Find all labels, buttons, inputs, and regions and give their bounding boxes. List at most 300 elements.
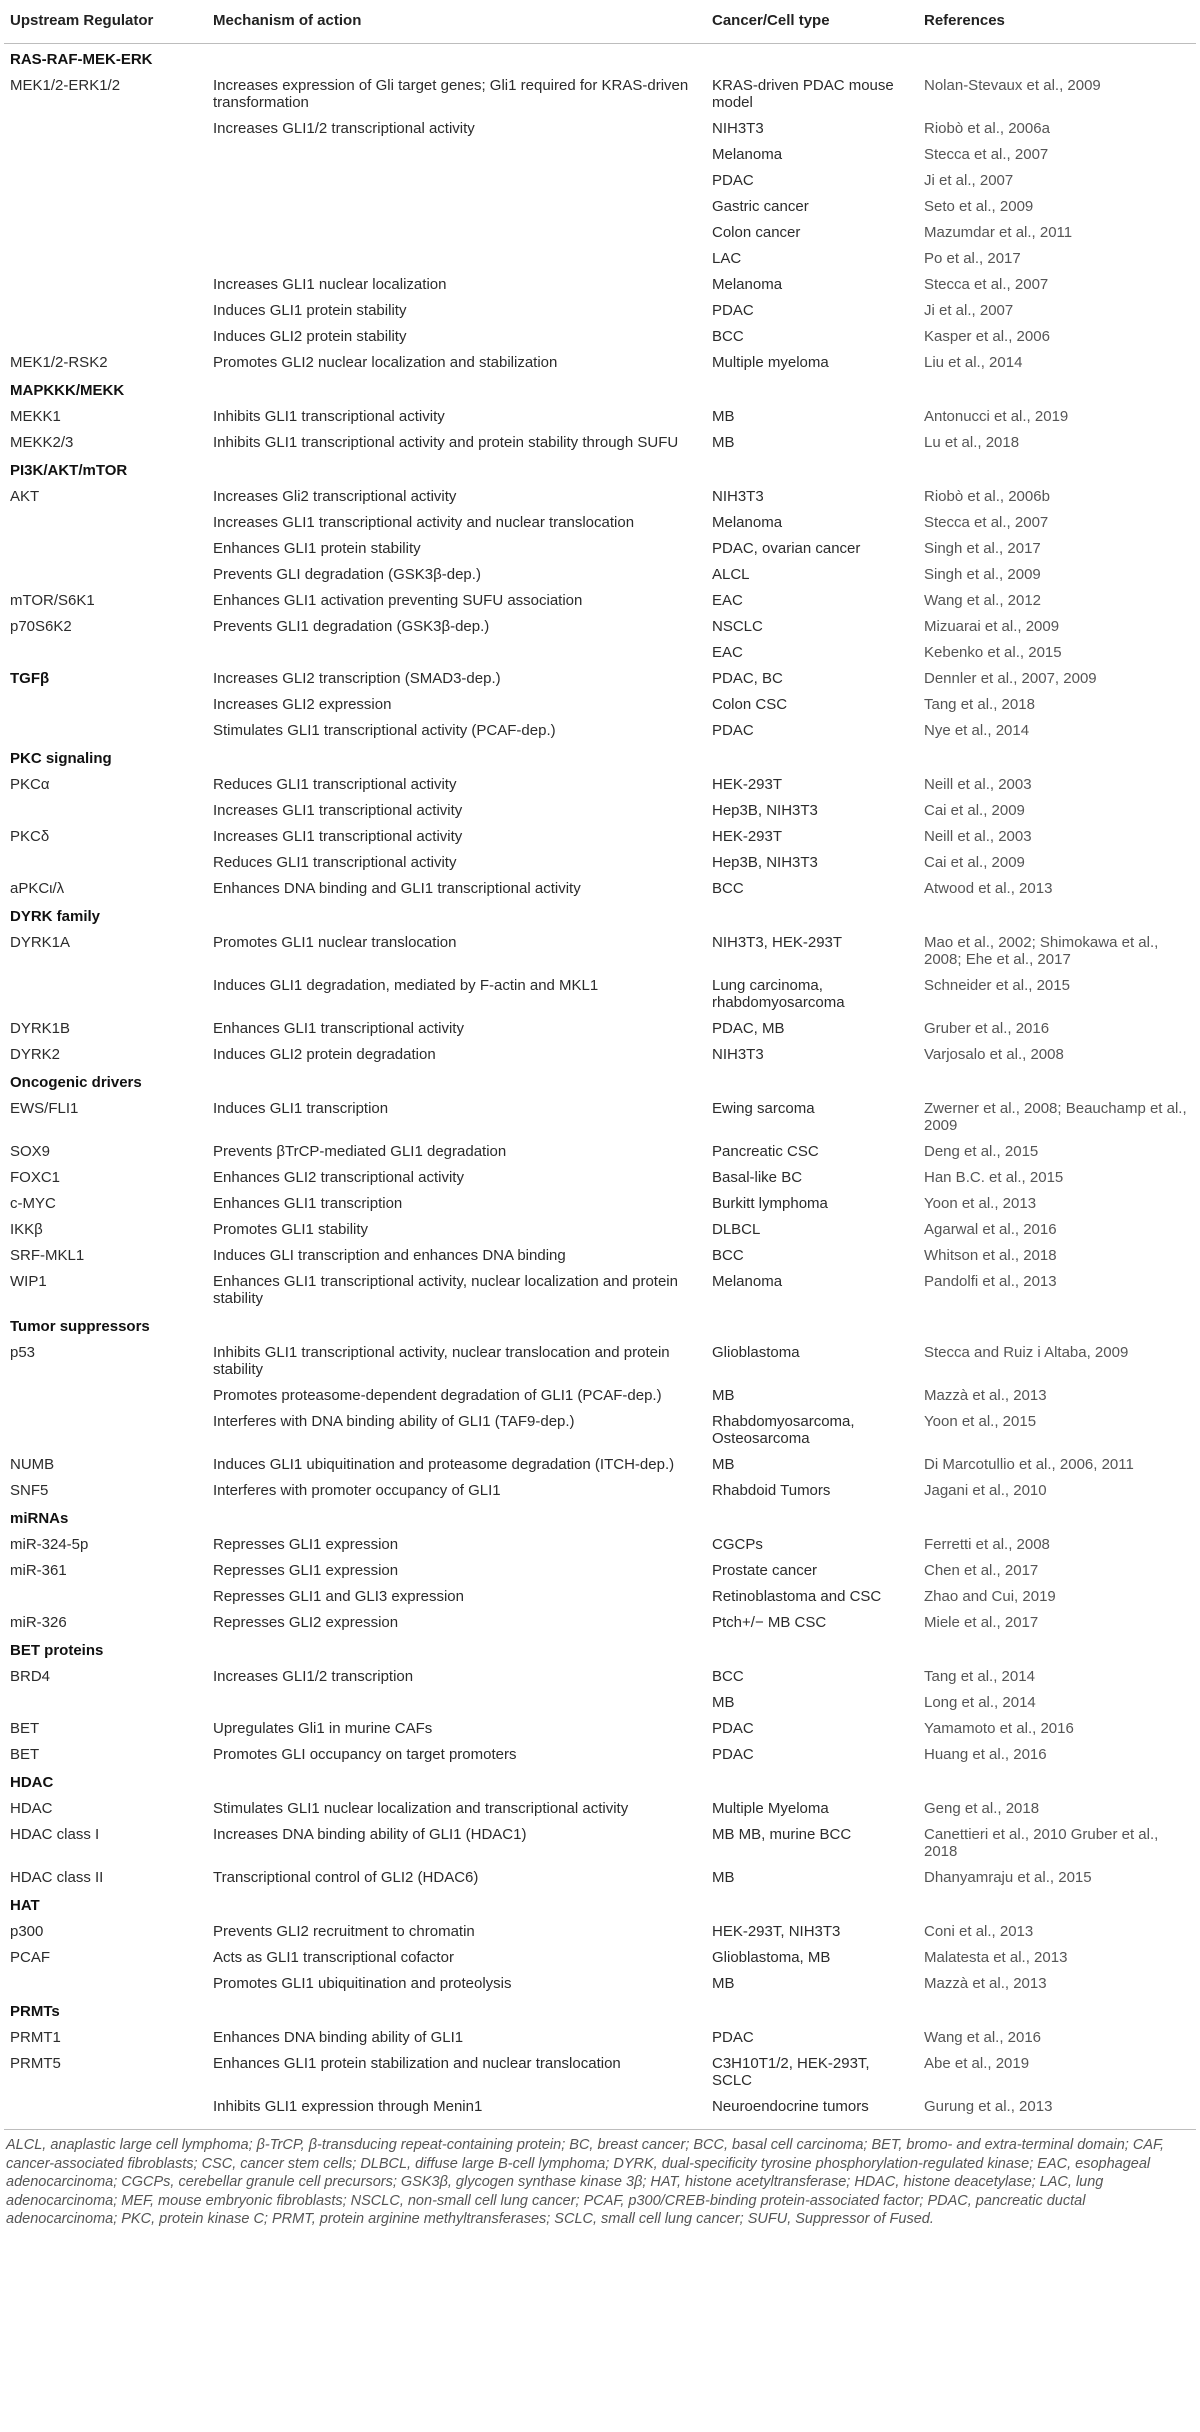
- section-row: [4, 1067, 1196, 1095]
- cancer-type-cell: Multiple Myeloma: [712, 1800, 829, 1817]
- section-row: [4, 1503, 1196, 1531]
- reference-cell: Di Marcotullio et al., 2006, 2011: [924, 1456, 1134, 1473]
- cancer-type-cell: Prostate cancer: [712, 1562, 818, 1579]
- cancer-type-cell: HEK-293T: [712, 776, 783, 793]
- reference-cell: Deng et al., 2015: [924, 1143, 1039, 1160]
- reference-cell: Yoon et al., 2013: [924, 1195, 1037, 1212]
- reference-cell: Han B.C. et al., 2015: [924, 1169, 1064, 1186]
- table-row: [4, 1918, 1196, 1944]
- mechanism-cell: [207, 167, 706, 193]
- regulator-cell: SRF-MKL1: [10, 1247, 85, 1264]
- reference-cell: Mazzà et al., 2013: [924, 1387, 1047, 1404]
- section-heading: MAPKKK/MEKK: [10, 382, 125, 399]
- section-row: [4, 1890, 1196, 1918]
- cancer-type-cell: NSCLC: [712, 618, 763, 635]
- mechanism-cell: Inhibits GLI1 transcriptional activity and protein stability through SUFU: [213, 434, 679, 451]
- table-row: [4, 771, 1196, 797]
- regulator-cell: [4, 535, 207, 561]
- mechanism-cell: Increases GLI1 nuclear localization: [213, 276, 447, 293]
- mechanism-cell: Reduces GLI1 transcriptional activity: [213, 776, 457, 793]
- cancer-type-cell: Lung carcinoma, rhabdomyosarcoma: [712, 977, 845, 1011]
- regulator-cell: [4, 2093, 207, 2125]
- cancer-type-cell: MB: [712, 434, 735, 451]
- reference-cell: Huang et al., 2016: [924, 1746, 1047, 1763]
- reference-cell: Abe et al., 2019: [924, 2055, 1030, 2072]
- table-footnote: ALCL, anaplastic large cell lymphoma; β-TrCP, β-transducing repeat-containing protein; BC, breast cancer; BCC, basal cell carcinoma; BET, bromo- and extra-terminal domain; CAF, cancer-associated fibroblasts; CSC, cancer stem cells; DLBCL, diffuse large B-cell lymphoma; DYRK, dual-specificity tyrosine phosphorylation-regulated kinase; EAC, esophageal adenocarcinoma; CGCPs, cerebellar granule cell precursors; GSK3β, glycogen synthase kinase 3β; HAT, histone acetyltransferase; HDAC, histone deacetylase; LAC, lung adenocarcinoma; MEF, mouse embryonic fibroblasts; NSCLC, non-small cell lung cancer; PCAF, p300/CREB-binding protein-associated factor; PDAC, pancreatic ductal adenocarcinoma; PKC, protein kinase C; PRMT, protein arginine methyltransferases; SCLC, small cell lung cancer; SUFU, Suppressor of Fused.: [4, 2129, 1196, 2229]
- regulator-cell: [4, 193, 207, 219]
- table-row: [4, 483, 1196, 509]
- reference-cell: Agarwal et al., 2016: [924, 1221, 1057, 1238]
- section-row: [4, 1635, 1196, 1663]
- mechanism-cell: Increases GLI1 transcriptional activity and nuclear translocation: [213, 514, 635, 531]
- section-heading: DYRK family: [10, 908, 101, 925]
- table-row: [4, 429, 1196, 455]
- regulator-cell: [4, 1970, 207, 1996]
- cancer-type-cell: MB: [712, 1456, 735, 1473]
- regulator-cell: TGFβ: [10, 670, 50, 687]
- cancer-type-cell: Melanoma: [712, 146, 783, 163]
- reference-cell: Seto et al., 2009: [924, 198, 1034, 215]
- mechanism-cell: Represses GLI1 expression: [213, 1562, 399, 1579]
- cancer-type-cell: PDAC: [712, 1720, 754, 1737]
- table-row: [4, 1689, 1196, 1715]
- cancer-type-cell: PDAC: [712, 172, 754, 189]
- mechanism-cell: Induces GLI transcription and enhances DNA binding: [213, 1247, 566, 1264]
- reference-cell: Varjosalo et al., 2008: [924, 1046, 1064, 1063]
- reference-cell: Singh et al., 2009: [924, 566, 1041, 583]
- reference-cell: Wang et al., 2016: [924, 2029, 1042, 2046]
- reference-cell: Pandolfi et al., 2013: [924, 1273, 1057, 1290]
- table-row: [4, 1864, 1196, 1890]
- table-row: [4, 797, 1196, 823]
- reference-cell: Gruber et al., 2016: [924, 1020, 1050, 1037]
- reference-cell: Coni et al., 2013: [924, 1923, 1034, 1940]
- regulator-cell: [4, 297, 207, 323]
- regulator-cell: WIP1: [10, 1273, 47, 1290]
- mechanism-cell: Prevents GLI1 degradation (GSK3β-dep.): [213, 618, 490, 635]
- mechanism-cell: Represses GLI2 expression: [213, 1614, 399, 1631]
- section-row: [4, 44, 1196, 73]
- regulator-cell: [4, 271, 207, 297]
- regulator-cell: MEK1/2-ERK1/2: [10, 77, 121, 94]
- section-row: [4, 455, 1196, 483]
- regulator-cell: DYRK2: [10, 1046, 61, 1063]
- table-row: [4, 1663, 1196, 1689]
- regulator-cell: [4, 639, 207, 665]
- mechanism-cell: Enhances GLI1 transcriptional activity: [213, 1020, 464, 1037]
- reference-cell: Cai et al., 2009: [924, 854, 1025, 871]
- mechanism-cell: Acts as GLI1 transcriptional cofactor: [213, 1949, 454, 1966]
- reference-cell: Jagani et al., 2010: [924, 1482, 1047, 1499]
- mechanism-cell: [207, 219, 706, 245]
- regulators-table: [4, 0, 1196, 2125]
- reference-cell: Riobò et al., 2006b: [924, 488, 1050, 505]
- reference-cell: Stecca et al., 2007: [924, 514, 1049, 531]
- table-row: [4, 2024, 1196, 2050]
- table-row: [4, 1164, 1196, 1190]
- cancer-type-cell: NIH3T3: [712, 1046, 764, 1063]
- cancer-type-cell: Ewing sarcoma: [712, 1100, 815, 1117]
- regulator-cell: HDAC class I: [10, 1826, 100, 1843]
- reference-cell: Lu et al., 2018: [924, 434, 1020, 451]
- mechanism-cell: Prevents βTrCP-mediated GLI1 degradation: [213, 1143, 507, 1160]
- table-row: [4, 1821, 1196, 1864]
- header-cancer-cell-type: Cancer/Cell type: [706, 0, 918, 44]
- reference-cell: Po et al., 2017: [924, 250, 1021, 267]
- mechanism-cell: Promotes proteasome-dependent degradation of GLI1 (PCAF-dep.): [213, 1387, 662, 1404]
- regulator-cell: FOXC1: [10, 1169, 61, 1186]
- regulator-cell: HDAC: [10, 1800, 53, 1817]
- regulator-cell: SNF5: [10, 1482, 49, 1499]
- regulator-cell: [4, 219, 207, 245]
- regulator-cell: PRMT5: [10, 2055, 61, 2072]
- table-row: [4, 691, 1196, 717]
- section-heading: Tumor suppressors: [10, 1318, 150, 1335]
- mechanism-cell: Interferes with DNA binding ability of GLI1 (TAF9-dep.): [213, 1413, 575, 1430]
- section-heading: miRNAs: [10, 1510, 69, 1527]
- cancer-type-cell: Melanoma: [712, 276, 783, 293]
- cancer-type-cell: NIH3T3: [712, 120, 764, 137]
- regulator-cell: BET: [10, 1720, 40, 1737]
- regulator-cell: c-MYC: [10, 1195, 56, 1212]
- cancer-type-cell: Glioblastoma, MB: [712, 1949, 831, 1966]
- table-row: [4, 1944, 1196, 1970]
- regulator-cell: EWS/FLI1: [10, 1100, 79, 1117]
- table-row: [4, 717, 1196, 743]
- reference-cell: Stecca and Ruiz i Altaba, 2009: [924, 1344, 1129, 1361]
- mechanism-cell: Reduces GLI1 transcriptional activity: [213, 854, 457, 871]
- reference-cell: Gurung et al., 2013: [924, 2098, 1053, 2115]
- reference-cell: Nolan-Stevaux et al., 2009: [924, 77, 1101, 94]
- regulator-cell: BRD4: [10, 1668, 51, 1685]
- regulator-cell: [4, 972, 207, 1015]
- table-row: [4, 1477, 1196, 1503]
- header-references: References: [918, 0, 1196, 44]
- regulator-cell: [4, 245, 207, 271]
- cancer-type-cell: Rhabdomyosarcoma, Osteosarcoma: [712, 1413, 855, 1447]
- mechanism-cell: Increases GLI1 transcriptional activity: [213, 802, 463, 819]
- table-row: [4, 1970, 1196, 1996]
- table-header: [4, 0, 1196, 44]
- cancer-type-cell: PDAC, ovarian cancer: [712, 540, 861, 557]
- section-heading: HDAC: [10, 1774, 54, 1791]
- regulator-cell: PKCδ: [10, 828, 50, 845]
- cancer-type-cell: MB: [712, 1387, 735, 1404]
- mechanism-cell: Induces GLI1 transcription: [213, 1100, 389, 1117]
- cancer-type-cell: PDAC: [712, 2029, 754, 2046]
- table-row: [4, 665, 1196, 691]
- table-row: [4, 1741, 1196, 1767]
- regulator-cell: [4, 509, 207, 535]
- regulator-cell: [4, 323, 207, 349]
- regulator-cell: PCAF: [10, 1949, 51, 1966]
- table-row: [4, 509, 1196, 535]
- table-row: [4, 613, 1196, 639]
- mechanism-cell: Increases DNA binding ability of GLI1 (HDAC1): [213, 1826, 527, 1843]
- section-heading: RAS-RAF-MEK-ERK: [10, 51, 153, 68]
- mechanism-cell: Increases GLI1 transcriptional activity: [213, 828, 463, 845]
- table-row: [4, 2050, 1196, 2093]
- cancer-type-cell: CGCPs: [712, 1536, 763, 1553]
- cancer-type-cell: HEK-293T, NIH3T3: [712, 1923, 841, 1940]
- reference-cell: Riobò et al., 2006a: [924, 120, 1050, 137]
- cancer-type-cell: Colon cancer: [712, 224, 801, 241]
- mechanism-cell: Induces GLI1 ubiquitination and proteasome degradation (ITCH-dep.): [213, 1456, 675, 1473]
- mechanism-cell: Inhibits GLI1 transcriptional activity: [213, 408, 445, 425]
- table-row: [4, 115, 1196, 141]
- cancer-type-cell: NIH3T3: [712, 488, 764, 505]
- reference-cell: Stecca et al., 2007: [924, 276, 1049, 293]
- table-row: [4, 193, 1196, 219]
- regulator-cell: IKKβ: [10, 1221, 43, 1238]
- reference-cell: Atwood et al., 2013: [924, 880, 1053, 897]
- regulator-cell: miR-361: [10, 1562, 67, 1579]
- mechanism-cell: [207, 639, 706, 665]
- mechanism-cell: Interferes with promoter occupancy of GLI1: [213, 1482, 501, 1499]
- reference-cell: Mazzà et al., 2013: [924, 1975, 1047, 1992]
- table-row: [4, 875, 1196, 901]
- regulator-cell: [4, 561, 207, 587]
- regulator-cell: miR-324-5p: [10, 1536, 89, 1553]
- table-row: [4, 1451, 1196, 1477]
- regulator-cell: p300: [10, 1923, 44, 1940]
- table-row: [4, 1609, 1196, 1635]
- cancer-type-cell: Hep3B, NIH3T3: [712, 854, 818, 871]
- cancer-type-cell: Melanoma: [712, 514, 783, 531]
- table-row: [4, 1190, 1196, 1216]
- cancer-type-cell: PDAC, BC: [712, 670, 783, 687]
- table-row: [4, 403, 1196, 429]
- cancer-type-cell: Basal-like BC: [712, 1169, 803, 1186]
- table-row: [4, 219, 1196, 245]
- mechanism-cell: [207, 1689, 706, 1715]
- regulator-cell: [4, 115, 207, 141]
- cancer-type-cell: MB: [712, 1975, 735, 1992]
- header-mechanism: Mechanism of action: [207, 0, 706, 44]
- section-row: [4, 1311, 1196, 1339]
- reference-cell: Liu et al., 2014: [924, 354, 1023, 371]
- section-row: [4, 901, 1196, 929]
- cancer-type-cell: HEK-293T: [712, 828, 783, 845]
- regulator-cell: [4, 1689, 207, 1715]
- regulator-cell: SOX9: [10, 1143, 51, 1160]
- mechanism-cell: Increases expression of Gli target genes; Gli1 required for KRAS-driven transformation: [213, 77, 689, 111]
- mechanism-cell: [207, 193, 706, 219]
- mechanism-cell: Stimulates GLI1 transcriptional activity (PCAF-dep.): [213, 722, 556, 739]
- mechanism-cell: Prevents GLI2 recruitment to chromatin: [213, 1923, 475, 1940]
- table-row: [4, 1242, 1196, 1268]
- mechanism-cell: Induces GLI1 degradation, mediated by F-actin and MKL1: [213, 977, 599, 994]
- mechanism-cell: [207, 141, 706, 167]
- cancer-type-cell: MB: [712, 1869, 735, 1886]
- mechanism-cell: Induces GLI1 protein stability: [213, 302, 407, 319]
- mechanism-cell: Increases GLI1/2 transcription: [213, 1668, 414, 1685]
- table-row: [4, 1041, 1196, 1067]
- cancer-type-cell: ALCL: [712, 566, 750, 583]
- cancer-type-cell: NIH3T3, HEK-293T: [712, 934, 843, 951]
- mechanism-cell: Enhances DNA binding and GLI1 transcriptional activity: [213, 880, 581, 897]
- mechanism-cell: Upregulates Gli1 in murine CAFs: [213, 1720, 433, 1737]
- reference-cell: Stecca et al., 2007: [924, 146, 1049, 163]
- mechanism-cell: Transcriptional control of GLI2 (HDAC6): [213, 1869, 479, 1886]
- regulator-cell: PRMT1: [10, 2029, 61, 2046]
- table-row: [4, 587, 1196, 613]
- table-body: [4, 44, 1196, 2126]
- reference-cell: Whitson et al., 2018: [924, 1247, 1057, 1264]
- regulator-cell: p70S6K2: [10, 618, 72, 635]
- mechanism-cell: Promotes GLI occupancy on target promoters: [213, 1746, 517, 1763]
- table-row: [4, 1339, 1196, 1382]
- cancer-type-cell: PDAC: [712, 722, 754, 739]
- regulator-cell: MEKK1: [10, 408, 61, 425]
- cancer-type-cell: EAC: [712, 592, 743, 609]
- section-heading: PI3K/AKT/mTOR: [10, 462, 128, 479]
- cancer-type-cell: Rhabdoid Tumors: [712, 1482, 831, 1499]
- mechanism-cell: Enhances GLI2 transcriptional activity: [213, 1169, 464, 1186]
- regulator-cell: [4, 849, 207, 875]
- cancer-type-cell: MB: [712, 408, 735, 425]
- reference-cell: Tang et al., 2018: [924, 696, 1035, 713]
- regulator-cell: mTOR/S6K1: [10, 592, 95, 609]
- mechanism-cell: Increases GLI2 expression: [213, 696, 392, 713]
- table-row: [4, 929, 1196, 972]
- cancer-type-cell: MB: [712, 1694, 735, 1711]
- reference-cell: Cai et al., 2009: [924, 802, 1025, 819]
- reference-cell: Mizuarai et al., 2009: [924, 618, 1060, 635]
- mechanism-cell: Stimulates GLI1 nuclear localization and transcriptional activity: [213, 1800, 629, 1817]
- reference-cell: Mao et al., 2002; Shimokawa et al., 2008; Ehe et al., 2017: [924, 934, 1159, 968]
- mechanism-cell: Increases GLI2 transcription (SMAD3-dep.): [213, 670, 501, 687]
- reference-cell: Geng et al., 2018: [924, 1800, 1040, 1817]
- regulator-cell: [4, 1382, 207, 1408]
- mechanism-cell: Increases GLI1/2 transcriptional activity: [213, 120, 475, 137]
- regulator-cell: [4, 691, 207, 717]
- header-upstream-regulator: Upstream Regulator: [4, 0, 207, 44]
- cancer-type-cell: Gastric cancer: [712, 198, 809, 215]
- table-row: [4, 535, 1196, 561]
- section-heading: PKC signaling: [10, 750, 112, 767]
- reference-cell: Nye et al., 2014: [924, 722, 1030, 739]
- header-row: [4, 0, 1196, 44]
- reference-cell: Mazumdar et al., 2011: [924, 224, 1073, 241]
- cancer-type-cell: BCC: [712, 1247, 744, 1264]
- cancer-type-cell: Hep3B, NIH3T3: [712, 802, 818, 819]
- mechanism-cell: Enhances GLI1 transcriptional activity, nuclear localization and protein stability: [213, 1273, 678, 1307]
- reference-cell: Yamamoto et al., 2016: [924, 1720, 1074, 1737]
- mechanism-cell: [207, 245, 706, 271]
- table-row: [4, 167, 1196, 193]
- regulator-cell: [4, 141, 207, 167]
- table-row: [4, 1715, 1196, 1741]
- cancer-type-cell: BCC: [712, 1668, 744, 1685]
- section-heading: Oncogenic drivers: [10, 1074, 142, 1091]
- regulator-cell: HDAC class II: [10, 1869, 104, 1886]
- reference-cell: Ji et al., 2007: [924, 172, 1014, 189]
- table-row: [4, 1138, 1196, 1164]
- table-row: [4, 1095, 1196, 1138]
- mechanism-cell: Represses GLI1 expression: [213, 1536, 399, 1553]
- table-row: [4, 349, 1196, 375]
- reference-cell: Miele et al., 2017: [924, 1614, 1039, 1631]
- cancer-type-cell: Retinoblastoma and CSC: [712, 1588, 882, 1605]
- reference-cell: Ji et al., 2007: [924, 302, 1014, 319]
- reference-cell: Ferretti et al., 2008: [924, 1536, 1050, 1553]
- cancer-type-cell: Colon CSC: [712, 696, 788, 713]
- mechanism-cell: Enhances GLI1 protein stabilization and nuclear translocation: [213, 2055, 621, 2072]
- reference-cell: Chen et al., 2017: [924, 1562, 1039, 1579]
- mechanism-cell: Promotes GLI2 nuclear localization and stabilization: [213, 354, 558, 371]
- table-row: [4, 1015, 1196, 1041]
- cancer-type-cell: C3H10T1/2, HEK-293T, SCLC: [712, 2055, 870, 2089]
- regulator-cell: PKCα: [10, 776, 50, 793]
- cancer-type-cell: BCC: [712, 880, 744, 897]
- mechanism-cell: Promotes GLI1 stability: [213, 1221, 369, 1238]
- cancer-type-cell: Multiple myeloma: [712, 354, 829, 371]
- table-row: [4, 1382, 1196, 1408]
- regulator-cell: miR-326: [10, 1614, 67, 1631]
- table-row: [4, 1268, 1196, 1311]
- section-row: [4, 1767, 1196, 1795]
- mechanism-cell: Induces GLI2 protein stability: [213, 328, 407, 345]
- cancer-type-cell: KRAS-driven PDAC mouse model: [712, 77, 894, 111]
- cancer-type-cell: EAC: [712, 644, 743, 661]
- table-row: [4, 849, 1196, 875]
- table-row: [4, 323, 1196, 349]
- table-row: [4, 72, 1196, 115]
- mechanism-cell: Represses GLI1 and GLI3 expression: [213, 1588, 464, 1605]
- table-row: [4, 1583, 1196, 1609]
- reference-cell: Zhao and Cui, 2019: [924, 1588, 1056, 1605]
- reference-cell: Canettieri et al., 2010 Gruber et al., 2018: [924, 1826, 1159, 1860]
- section-heading: HAT: [10, 1897, 40, 1914]
- cancer-type-cell: Ptch+/− MB CSC: [712, 1614, 827, 1631]
- mechanism-cell: Enhances GLI1 protein stability: [213, 540, 421, 557]
- section-heading: PRMTs: [10, 2003, 60, 2020]
- reference-cell: Wang et al., 2012: [924, 592, 1042, 609]
- regulator-cell: [4, 1408, 207, 1451]
- table-row: [4, 141, 1196, 167]
- regulator-cell: [4, 717, 207, 743]
- mechanism-cell: Promotes GLI1 nuclear translocation: [213, 934, 457, 951]
- mechanism-cell: Prevents GLI degradation (GSK3β-dep.): [213, 566, 481, 583]
- reference-cell: Neill et al., 2003: [924, 776, 1032, 793]
- table-row: [4, 1216, 1196, 1242]
- mechanism-cell: Enhances GLI1 transcription: [213, 1195, 403, 1212]
- section-row: [4, 1996, 1196, 2024]
- mechanism-cell: Induces GLI2 protein degradation: [213, 1046, 436, 1063]
- cancer-type-cell: PDAC, MB: [712, 1020, 785, 1037]
- mechanism-cell: Increases Gli2 transcriptional activity: [213, 488, 457, 505]
- cancer-type-cell: MB MB, murine BCC: [712, 1826, 852, 1843]
- regulator-cell: AKT: [10, 488, 40, 505]
- mechanism-cell: Promotes GLI1 ubiquitination and proteolysis: [213, 1975, 512, 1992]
- regulator-cell: DYRK1B: [10, 1020, 71, 1037]
- table-row: [4, 245, 1196, 271]
- regulator-cell: NUMB: [10, 1456, 55, 1473]
- mechanism-cell: Inhibits GLI1 expression through Menin1: [213, 2098, 483, 2115]
- reference-cell: Yoon et al., 2015: [924, 1413, 1037, 1430]
- reference-cell: Schneider et al., 2015: [924, 977, 1070, 994]
- mechanism-cell: Enhances GLI1 activation preventing SUFU association: [213, 592, 583, 609]
- table-row: [4, 639, 1196, 665]
- regulator-cell: DYRK1A: [10, 934, 71, 951]
- reference-cell: Neill et al., 2003: [924, 828, 1032, 845]
- table-row: [4, 972, 1196, 1015]
- table-row: [4, 1408, 1196, 1451]
- reference-cell: Tang et al., 2014: [924, 1668, 1035, 1685]
- cancer-type-cell: Glioblastoma: [712, 1344, 800, 1361]
- table-row: [4, 1531, 1196, 1557]
